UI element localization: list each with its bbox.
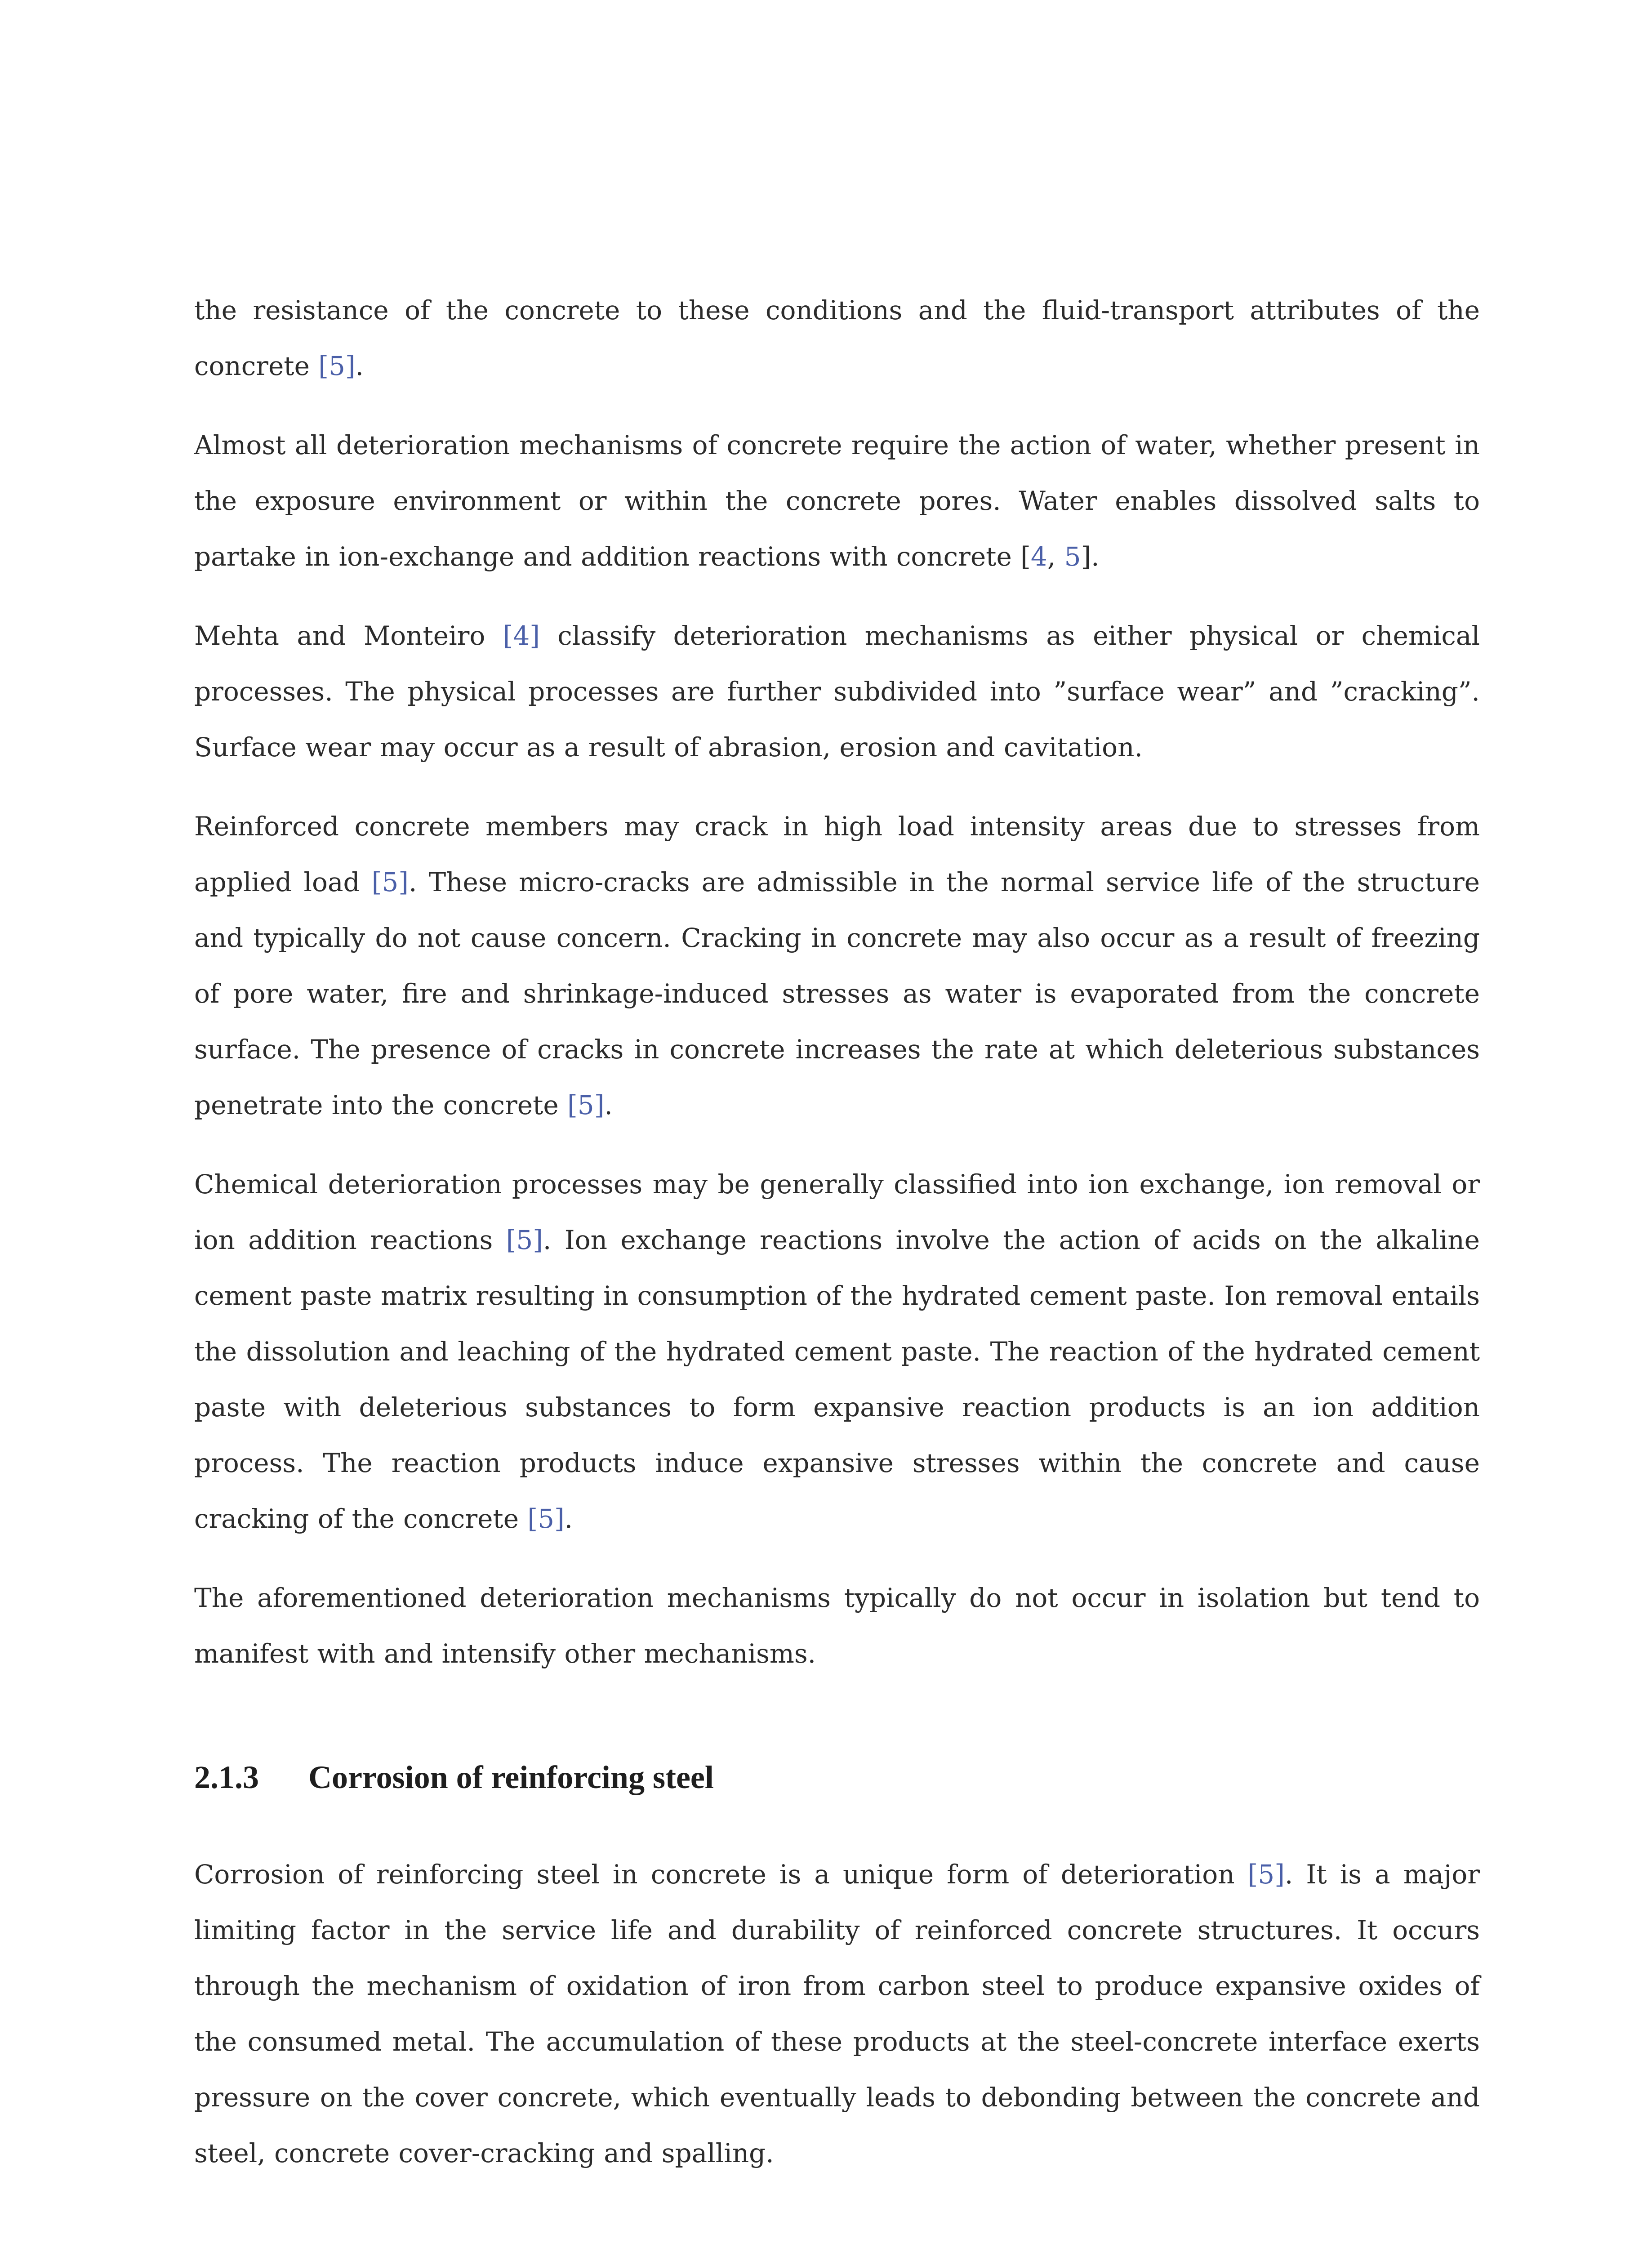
text-run: . Ion exchange reactions involve the action of acids on the alkaline cement paste matrix resulting in consumption of the hydrated cement paste. Ion removal entails the dissolution and leaching of the hydrated cement paste. The reaction of the hydrated cement paste with deleterious substances to form expansive reaction products is an ion addition process. The reaction products induce expansive stresses within the concrete and cause cracking of the concrete bbox=[194, 1225, 1480, 1534]
text-run: . bbox=[604, 1090, 613, 1120]
text-run: ]. bbox=[1081, 541, 1100, 572]
text-run: . bbox=[564, 1503, 573, 1534]
citation-link[interactable]: [4] bbox=[503, 620, 540, 651]
text-run: Almost all deterioration mechanisms of concrete require the action of water, whether present in the exposure environment or within the concrete pores. Water enables dissolved salts to partake in ion-exchange and addition reactions with concrete [ bbox=[194, 430, 1480, 572]
body-text bbox=[194, 282, 1480, 1682]
text-run: , bbox=[1047, 541, 1064, 572]
paragraph bbox=[194, 1156, 1480, 1547]
text-run: Mehta and Monteiro bbox=[194, 620, 503, 651]
paragraph bbox=[194, 608, 1480, 775]
paragraph bbox=[194, 1570, 1480, 1682]
section-heading bbox=[194, 1759, 1480, 1796]
text-run: Corrosion of reinforcing steel in concrete is a unique form of deterioration bbox=[194, 1859, 1248, 1890]
page-body bbox=[194, 282, 1480, 2204]
text-run: . These micro-cracks are admissible in the normal service life of the structure and typically do not cause concern. Cracking in concrete may also occur as a result of freezing of pore water, fire and shrinkage-induced stresses as water is evaporated from the concrete surface. The presence of cracks in concrete increases the rate at which deleterious substances penetrate into the concrete bbox=[194, 867, 1480, 1120]
citation-link[interactable]: [5] bbox=[371, 867, 409, 897]
text-run: the resistance of the concrete to these conditions and the fluid-transport attributes of the concrete bbox=[194, 295, 1480, 381]
text-run: . It is a major limiting factor in the service life and durability of reinforced concrete structures. It occurs through the mechanism of oxidation of iron from carbon steel to produce expansive oxides of the consumed metal. The accumulation of these products at the steel-concrete interface exerts pressure on the cover concrete, which eventually leads to debonding between the concrete and steel, concrete cover-cracking and spalling. bbox=[194, 1859, 1480, 2168]
citation-link[interactable]: 4 bbox=[1030, 541, 1047, 572]
citation-link[interactable]: [5] bbox=[1247, 1859, 1285, 1890]
section-title: Corrosion of reinforcing steel bbox=[308, 1759, 714, 1795]
paragraph bbox=[194, 798, 1480, 1133]
text-run: The aforementioned deterioration mechanisms typically do not occur in isolation but tend to manifest with and intensify other mechanisms. bbox=[194, 1583, 1480, 1669]
paragraph bbox=[194, 1847, 1480, 2181]
text-run: Chemical deterioration processes may be generally classified into ion exchange, ion removal or ion addition reactions bbox=[194, 1169, 1480, 1255]
citation-link[interactable]: [5] bbox=[318, 351, 356, 381]
paragraph bbox=[194, 282, 1480, 394]
citation-link[interactable]: [5] bbox=[567, 1090, 605, 1120]
text-run: classify deterioration mechanisms as either physical or chemical processes. The physical processes are further subdivided into ”surface wear” and ”cracking”. Surface wear may occur as a result of abrasion, erosion and cavitation. bbox=[194, 620, 1480, 763]
paragraph bbox=[194, 417, 1480, 584]
citation-link[interactable]: [5] bbox=[527, 1503, 565, 1534]
citation-link[interactable]: 5 bbox=[1064, 541, 1081, 572]
text-run: . bbox=[355, 351, 364, 381]
section-body-text bbox=[194, 1847, 1480, 2181]
text-run: Reinforced concrete members may crack in high load intensity areas due to stresses from applied load bbox=[194, 811, 1480, 897]
citation-link[interactable]: [5] bbox=[506, 1225, 543, 1255]
section-number: 2.1.3 bbox=[194, 1759, 259, 1795]
